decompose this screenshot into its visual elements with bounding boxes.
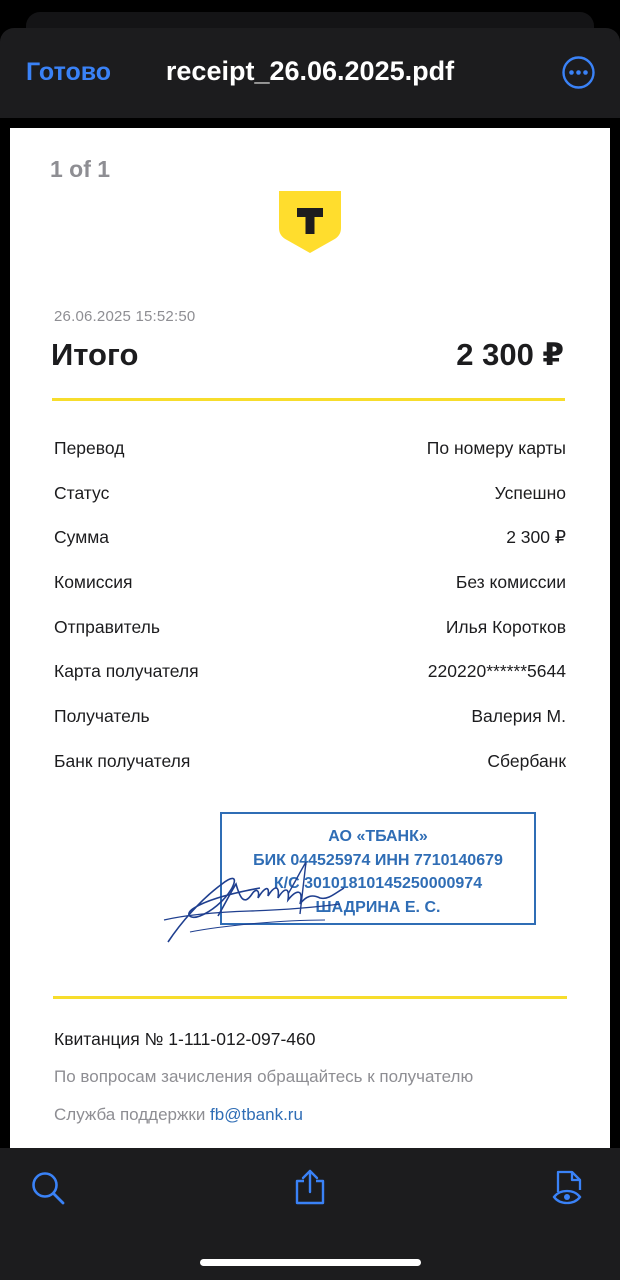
- document-title: receipt_26.06.2025.pdf: [165, 56, 455, 86]
- detail-label: Перевод: [54, 437, 125, 458]
- home-indicator[interactable]: [200, 1259, 421, 1266]
- ellipsis-circle-icon[interactable]: [562, 56, 595, 89]
- done-button[interactable]: Готово: [26, 58, 112, 86]
- total-value: 2 300 ₽: [456, 337, 564, 372]
- detail-value: Сбербанк: [487, 750, 566, 771]
- detail-row-status: [54, 471, 566, 516]
- detail-row-transfer: [54, 426, 566, 471]
- detail-value: Без комиссии: [455, 571, 566, 592]
- detail-row-sender: [54, 605, 566, 650]
- detail-value: Илья Коротков: [445, 616, 566, 637]
- support-line: [54, 1105, 303, 1125]
- detail-value: Успешно: [494, 482, 566, 503]
- search-icon[interactable]: [30, 1168, 66, 1206]
- stamp-line: АО «ТБАНК»: [328, 828, 428, 845]
- detail-value: Валерия М.: [471, 705, 566, 726]
- pdf-page[interactable]: [10, 128, 610, 1148]
- detail-row-recipient: [54, 694, 566, 739]
- detail-value: 220220******5644: [427, 661, 566, 682]
- total-label: Итого: [51, 337, 139, 372]
- detail-value: 2 300 ₽: [506, 527, 566, 548]
- divider: [53, 996, 567, 999]
- divider: [52, 398, 565, 401]
- document-eye-icon[interactable]: [552, 1168, 588, 1206]
- tbank-shield-logo: [278, 190, 342, 254]
- receipt-number: Квитанция № 1-111-012-097-460: [54, 1029, 316, 1049]
- receipt-datetime: 26.06.2025 15:52:50: [54, 308, 196, 325]
- detail-label: Отправитель: [54, 616, 160, 637]
- detail-value: По номеру карты: [426, 437, 566, 458]
- detail-row-amount: [54, 515, 566, 560]
- handwritten-signature: [160, 854, 350, 944]
- detail-label: Сумма: [54, 527, 109, 548]
- detail-label: Комиссия: [54, 571, 133, 592]
- detail-label: Карта получателя: [54, 661, 199, 682]
- detail-label: Получатель: [54, 705, 150, 726]
- page-indicator: 1 of 1: [50, 156, 111, 182]
- stamp-line: ШАДРИНА Е. С.: [315, 898, 441, 916]
- support-email-link[interactable]: fb@tbank.ru: [210, 1105, 303, 1124]
- receipt-details: [54, 426, 566, 784]
- recipient-note: По вопросам зачисления обращайтесь к получателю: [54, 1067, 474, 1086]
- share-icon[interactable]: [292, 1168, 328, 1206]
- detail-label: Статус: [54, 482, 110, 503]
- detail-label: Банк получателя: [54, 750, 191, 771]
- detail-row-recipient-bank: [54, 739, 566, 784]
- bottom-toolbar: [0, 1148, 620, 1280]
- stamp-line: БИК 044525974 ИНН 7710140679: [253, 851, 503, 869]
- detail-row-recipient-card: [54, 649, 566, 694]
- detail-row-fee: [54, 560, 566, 605]
- stamp-line: К/С 30101810145250000974: [273, 875, 483, 892]
- navigation-bar: [0, 28, 620, 118]
- support-label: Служба поддержки: [54, 1105, 211, 1124]
